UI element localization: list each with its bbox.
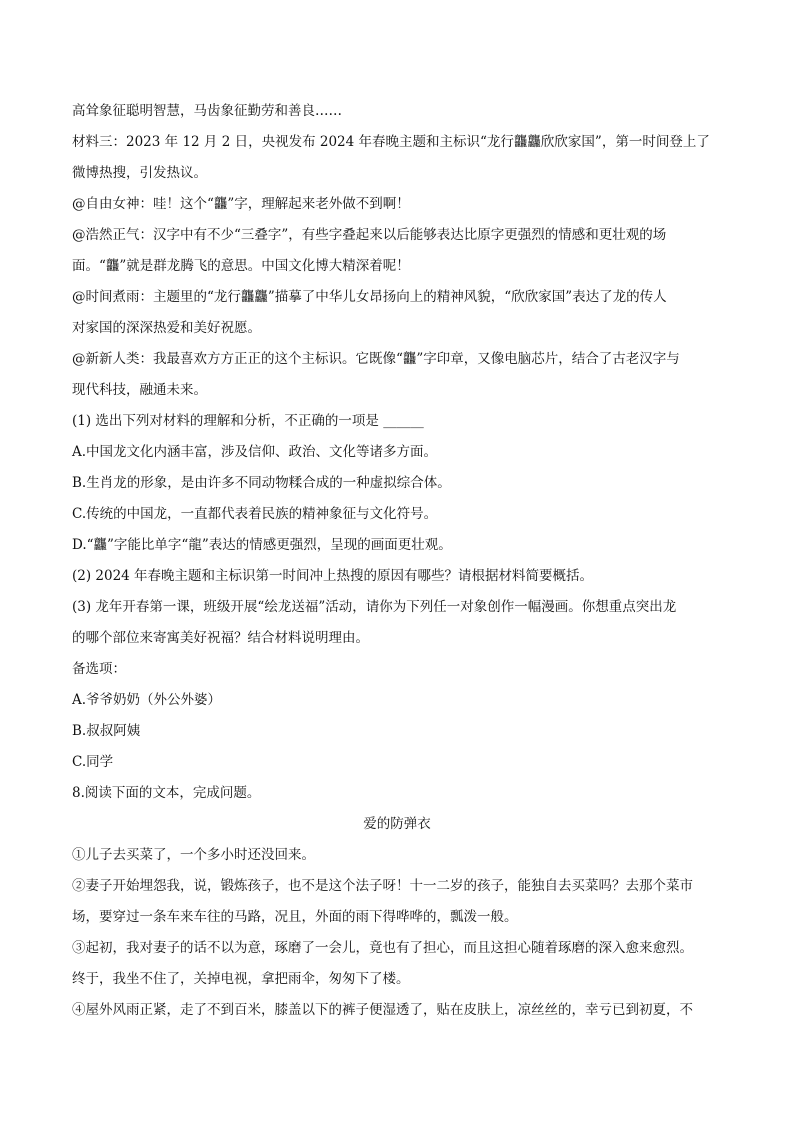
question-line: (1) 选出下列对材料的理解和分析，不正确的一项是 ______ bbox=[72, 413, 424, 429]
option-line: A.爷爷奶奶（外公外婆） bbox=[72, 692, 222, 708]
paragraph-line: 终于，我坐不住了，关掉电视，拿把雨伞，匆匆下了楼。 bbox=[72, 971, 410, 987]
paragraph-line: ①儿子去买菜了，一个多小时还没回来。 bbox=[72, 847, 315, 863]
text-line: 微博热搜，引发热议。 bbox=[72, 165, 207, 181]
text-line: 备选项： bbox=[72, 661, 126, 677]
paragraph-line: ③起初，我对妻子的话不以为意，琢磨了一会儿，竟也有了担心，而且这担心随着琢磨的深入愈来愈烈。 bbox=[72, 940, 693, 956]
comment-line: @新新人类：我最喜欢方方正正的这个主标识。它既像“龘”字印章，又像电脑芯片，结合了古老汉字与 bbox=[72, 351, 680, 367]
text-line: 现代科技，融通未来。 bbox=[72, 382, 207, 398]
document-body bbox=[72, 96, 722, 1026]
text-line: 对家国的深深热爱和美好祝愿。 bbox=[72, 320, 261, 336]
option-line: C.同学 bbox=[72, 754, 114, 770]
option-line: C.传统的中国龙，一直都代表着民族的精神象征与文化符号。 bbox=[72, 506, 438, 522]
question-line: (2) 2024 年春晚主题和主标识第一时间冲上热搜的原因有哪些？请根据材料简要概括。 bbox=[72, 568, 594, 584]
paragraph-line: ②妻子开始埋怨我，说，锻炼孩子，也不是这个法子呀！十一二岁的孩子，能独自去买菜吗？去那个菜市 bbox=[72, 878, 693, 894]
text-line: 面。“龘”就是群龙腾飞的意思。中国文化博大精深着呢！ bbox=[72, 258, 410, 274]
paragraph-line: 场，要穿过一条车来车往的马路，况且，外面的雨下得哗哗的，瓢泼一般。 bbox=[72, 909, 518, 925]
text-line: 的哪个部位来寄寓美好祝福？结合材料说明理由。 bbox=[72, 630, 369, 646]
text-line: 材料三：2023 年 12 月 2 日，央视发布 2024 年春晚主题和主标识“龙行龘龘欣欣家国”，第一时间登上了 bbox=[72, 134, 710, 150]
text-line: 高耸象征聪明智慧，马齿象征勤劳和善良…… bbox=[72, 103, 342, 119]
option-line: B.生肖龙的形象，是由许多不同动物糅合成的一种虚拟综合体。 bbox=[72, 475, 451, 491]
passage-title: 爱的防弹衣 bbox=[363, 816, 431, 832]
option-line: A.中国龙文化内涵丰富，涉及信仰、政治、文化等诸多方面。 bbox=[72, 444, 438, 460]
question-line: (3) 龙年开春第一课，班级开展“绘龙送福”活动，请你为下列任一对象创作一幅漫画。你想重点突出龙 bbox=[72, 599, 677, 615]
question-line: 8.阅读下面的文本，完成问题。 bbox=[72, 785, 261, 801]
paragraph-line: ④屋外风雨正紧，走了不到百米，膝盖以下的裤子便湿透了，贴在皮肤上，凉丝丝的，幸亏已到初夏，不 bbox=[72, 1002, 693, 1018]
comment-line: @自由女神：哇！这个“龘”字，理解起来老外做不到啊！ bbox=[72, 196, 410, 212]
option-line: D.“龘”字能比单字“龍”表达的情感更强烈，呈现的画面更壮观。 bbox=[72, 537, 452, 553]
comment-line: @浩然正气：汉字中有不少“三叠字”，有些字叠起来以后能够表达比原字更强烈的情感和更壮观的场 bbox=[72, 227, 667, 243]
comment-line: @时间煮雨：主题里的“龙行龘龘”描摹了中华儿女昂扬向上的精神风貌，“欣欣家国”表达了龙的传人 bbox=[72, 289, 667, 305]
option-line: B.叔叔阿姨 bbox=[72, 723, 141, 739]
